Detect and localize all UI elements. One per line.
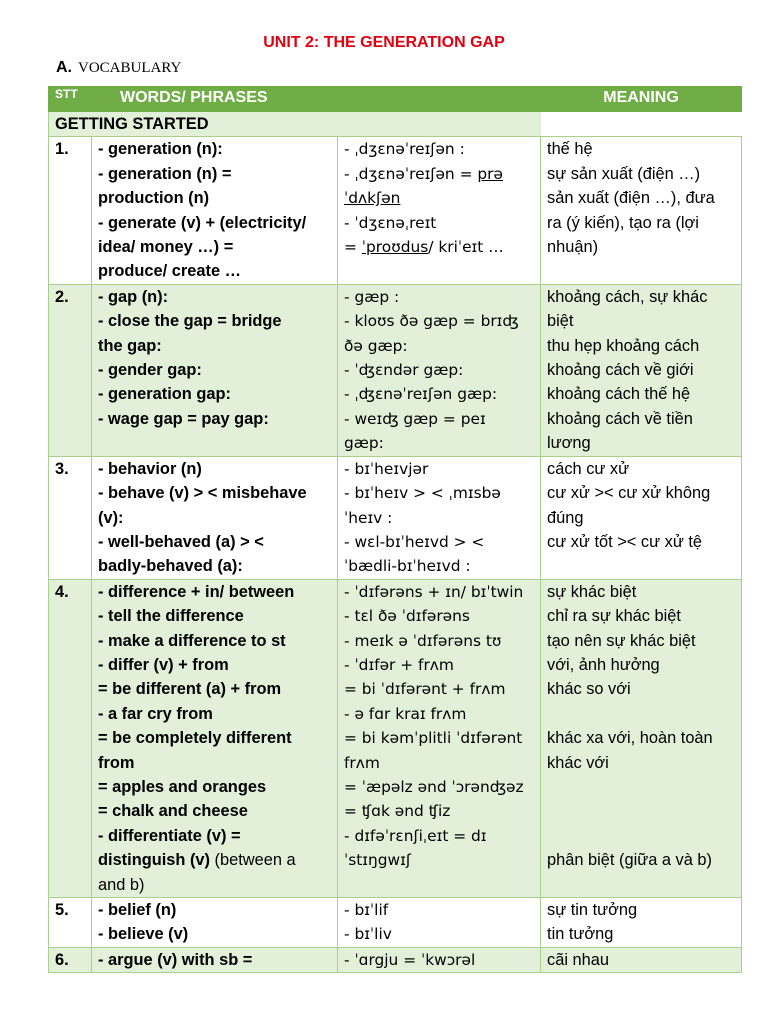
word-line: (v):: [98, 508, 124, 527]
getting-started-label: GETTING STARTED: [49, 112, 541, 137]
getting-started-blank: [541, 112, 742, 137]
meaning-line: tin tưởng: [547, 925, 614, 944]
row-number: 5.: [49, 898, 92, 948]
pronunciation-cell: [338, 579, 541, 897]
word-line: - tell the difference: [98, 607, 244, 626]
word-line: - generation (n):: [98, 140, 223, 159]
word-line: - behavior (n): [98, 459, 202, 478]
word-line: - generation gap:: [98, 385, 231, 404]
document-title: UNIT 2: THE GENERATION GAP: [263, 34, 505, 51]
meaning-cell: [541, 898, 742, 948]
ipa-line: - meɪk ə ˈdɪfərəns tʊ: [344, 631, 502, 650]
word-line: - believe (v): [98, 925, 189, 944]
row-number: 6.: [49, 947, 92, 972]
ipa-line: - wɛl-bɪˈheɪvd > <: [344, 532, 485, 551]
word-line: = be different (a) + from: [98, 680, 282, 699]
pronunciation-cell: [338, 284, 541, 456]
ipa-line: - bɪˈheɪvjər: [344, 459, 429, 478]
meaning-line: sự khác biệt: [547, 582, 637, 601]
word-line: = apples and oranges: [98, 777, 267, 796]
ipa-line: gæp:: [344, 434, 384, 453]
ipa-line: - tɛl ðə ˈdɪfərəns: [344, 607, 470, 626]
meaning-cell: [541, 456, 742, 579]
meaning-line: khác so với: [547, 680, 631, 699]
meaning-line: chỉ ra sự khác biệt: [547, 607, 681, 626]
meaning-line: khác xa với, hoàn toàn: [547, 729, 713, 748]
meaning-spacer: [547, 799, 735, 823]
ipa-line: - ˈdɪfərəns + ɪn/ bɪˈtwin: [344, 582, 524, 601]
section-heading: [56, 59, 181, 77]
word-line: - argue (v) with sb =: [98, 950, 253, 969]
section-letter: A.: [56, 59, 72, 76]
row-number: 3.: [49, 456, 92, 579]
meaning-line: biệt: [547, 312, 574, 331]
ipa-line: - ə fɑr kraɪ frʌm: [344, 704, 467, 723]
word-line: - generate (v) + (electricity/: [98, 213, 307, 232]
word-line: - generation (n) =: [98, 164, 232, 183]
ipa-line: - ˈdɪfər + frʌm: [344, 655, 454, 674]
table-row: [49, 579, 742, 897]
meaning-line: khoảng cách về tiền: [547, 409, 693, 428]
ipa-line: ˈbædli-bɪˈheɪvd :: [344, 557, 471, 576]
meaning-cell: [541, 947, 742, 972]
words-cell: [92, 456, 338, 579]
meaning-spacer: [547, 775, 735, 799]
ipa-line: - bɪˈheɪv > < ˌmɪsbə: [344, 484, 501, 503]
meaning-line: tạo nên sự khác biệt: [547, 631, 696, 650]
header-stt: STT: [49, 87, 92, 112]
meaning-line: nhuận): [547, 238, 599, 257]
ipa-line: - ˌʤɛnəˈreɪʃən gæp:: [344, 385, 498, 404]
ipa-line: [344, 162, 534, 186]
meaning-spacer: [547, 702, 735, 726]
word-line: - behave (v) > < misbehave: [98, 484, 307, 503]
ipa-line: - ˈɑrgju = ˈkwɔrəl: [344, 950, 476, 969]
meaning-line: sự sản xuất (điện …): [547, 164, 701, 183]
header-meaning: MEANING: [541, 87, 742, 112]
words-cell: [92, 137, 338, 284]
meaning-line: sản xuất (điện …), đưa: [547, 189, 715, 208]
ipa-line: - ˈdʒɛnəˌreɪt: [344, 213, 437, 232]
pronunciation-cell: [338, 137, 541, 284]
words-cell: [92, 947, 338, 972]
word-line: the gap:: [98, 336, 162, 355]
word-line: - wage gap = pay gap:: [98, 409, 269, 428]
ipa-line: - gæp :: [344, 287, 400, 306]
ipa-underlined: ˈproʊdus: [361, 238, 429, 257]
word-line: and b): [98, 875, 145, 894]
row-number: 4.: [49, 579, 92, 897]
row-number: 1.: [49, 137, 92, 284]
meaning-cell: [541, 579, 742, 897]
ipa-line: - ˌdʒɛnəˈreɪʃən :: [344, 140, 465, 159]
meaning-line: khoảng cách, sự khác: [547, 287, 708, 306]
table-row: [49, 898, 742, 948]
word-line: - gender gap:: [98, 361, 202, 380]
ipa-underlined: ˈdʌkʃən: [344, 189, 401, 208]
meaning-spacer: [547, 824, 735, 848]
table-row: [49, 456, 742, 579]
vocabulary-table: [48, 86, 742, 973]
ipa-line: = bi ˈdɪfərənt + frʌm: [344, 680, 506, 699]
header-words: WORDS/ PHRASES: [92, 87, 541, 112]
meaning-line: cư xử >< cư xử không: [547, 484, 711, 503]
words-cell: [92, 579, 338, 897]
ipa-line: - weɪʤ gæp = peɪ: [344, 409, 486, 428]
meaning-line: ra (ý kiến), tạo ra (lợi: [547, 213, 699, 232]
table-row: [49, 137, 742, 284]
word-line: - close the gap = bridge: [98, 312, 282, 331]
word-line: - differ (v) + from: [98, 655, 229, 674]
word-line: badly-behaved (a):: [98, 557, 243, 576]
table-row: [49, 947, 742, 972]
word-line: - a far cry from: [98, 704, 213, 723]
word-text: distinguish (v): [98, 851, 210, 870]
meaning-line: khác với: [547, 753, 609, 772]
meaning-line: khoảng cách về giới: [547, 361, 694, 380]
pronunciation-cell: [338, 947, 541, 972]
word-line: - gap (n):: [98, 287, 169, 306]
word-line: [98, 848, 331, 872]
meaning-line: với, ảnh hưởng: [547, 655, 660, 674]
meaning-line: thế hệ: [547, 140, 593, 159]
ipa-line: = ˈæpəlz ənd ˈɔrənʤəz: [344, 777, 524, 796]
meaning-line: khoảng cách thế hệ: [547, 385, 691, 404]
ipa-line: - bɪˈliv: [344, 925, 392, 944]
word-line: - difference + in/ between: [98, 582, 295, 601]
ipa-line: = ʧɑk ənd ʧiz: [344, 802, 451, 821]
meaning-line: thu hẹp khoảng cách: [547, 336, 700, 355]
word-line: = be completely different: [98, 729, 292, 748]
meaning-line: cách cư xử: [547, 459, 630, 478]
row-number: 2.: [49, 284, 92, 456]
meaning-cell: [541, 137, 742, 284]
meaning-cell: [541, 284, 742, 456]
words-cell: [92, 284, 338, 456]
ipa-line: - bɪˈlif: [344, 901, 389, 919]
word-line: produce/ create …: [98, 262, 242, 281]
words-cell: [92, 898, 338, 948]
getting-started-row: [49, 112, 742, 137]
word-line: = chalk and cheese: [98, 802, 248, 821]
ipa-line: ðə gæp:: [344, 336, 408, 355]
meaning-line: cư xử tốt >< cư xử tệ: [547, 532, 703, 551]
word-line: - make a difference to st: [98, 631, 286, 650]
ipa-line: [344, 186, 534, 210]
meaning-line: phân biệt (giữa a và b): [547, 851, 712, 870]
word-line: - belief (n): [98, 901, 177, 919]
ipa-line: ˈheɪv :: [344, 508, 393, 527]
ipa-line: - ˈʤɛndər gæp:: [344, 361, 464, 380]
ipa-text: / kriˈeɪt …: [428, 238, 504, 257]
meaning-line: cãi nhau: [547, 950, 609, 969]
pronunciation-cell: [338, 898, 541, 948]
pronunciation-cell: [338, 456, 541, 579]
ipa-line: [344, 235, 534, 259]
word-line: from: [98, 753, 135, 772]
section-label: VOCABULARY: [78, 60, 182, 76]
ipa-text: =: [344, 238, 362, 257]
ipa-text: - ˌdʒɛnəˈreɪʃən =: [344, 164, 478, 183]
ipa-line: - kloʊs ðə gæp = brɪʤ: [344, 312, 519, 331]
word-line: production (n): [98, 189, 210, 208]
word-line: idea/ money …) =: [98, 238, 234, 257]
ipa-line: frʌm: [344, 753, 380, 772]
ipa-line: - dɪfəˈrɛnʃiˌeɪt = dɪ: [344, 826, 487, 845]
ipa-underlined: prə: [477, 164, 503, 183]
table-row: [49, 284, 742, 456]
word-line: - differentiate (v) =: [98, 826, 241, 845]
ipa-line: ˈstɪŋgwɪʃ: [344, 851, 412, 870]
meaning-line: sự tin tưởng: [547, 901, 638, 919]
meaning-line: lương: [547, 434, 591, 453]
word-note: (between a: [210, 851, 296, 870]
meaning-line: đúng: [547, 508, 584, 527]
table-header-row: [49, 87, 742, 112]
word-line: - well-behaved (a) > <: [98, 532, 264, 551]
ipa-line: = bi kəmˈplitli ˈdɪfərənt: [344, 729, 523, 748]
